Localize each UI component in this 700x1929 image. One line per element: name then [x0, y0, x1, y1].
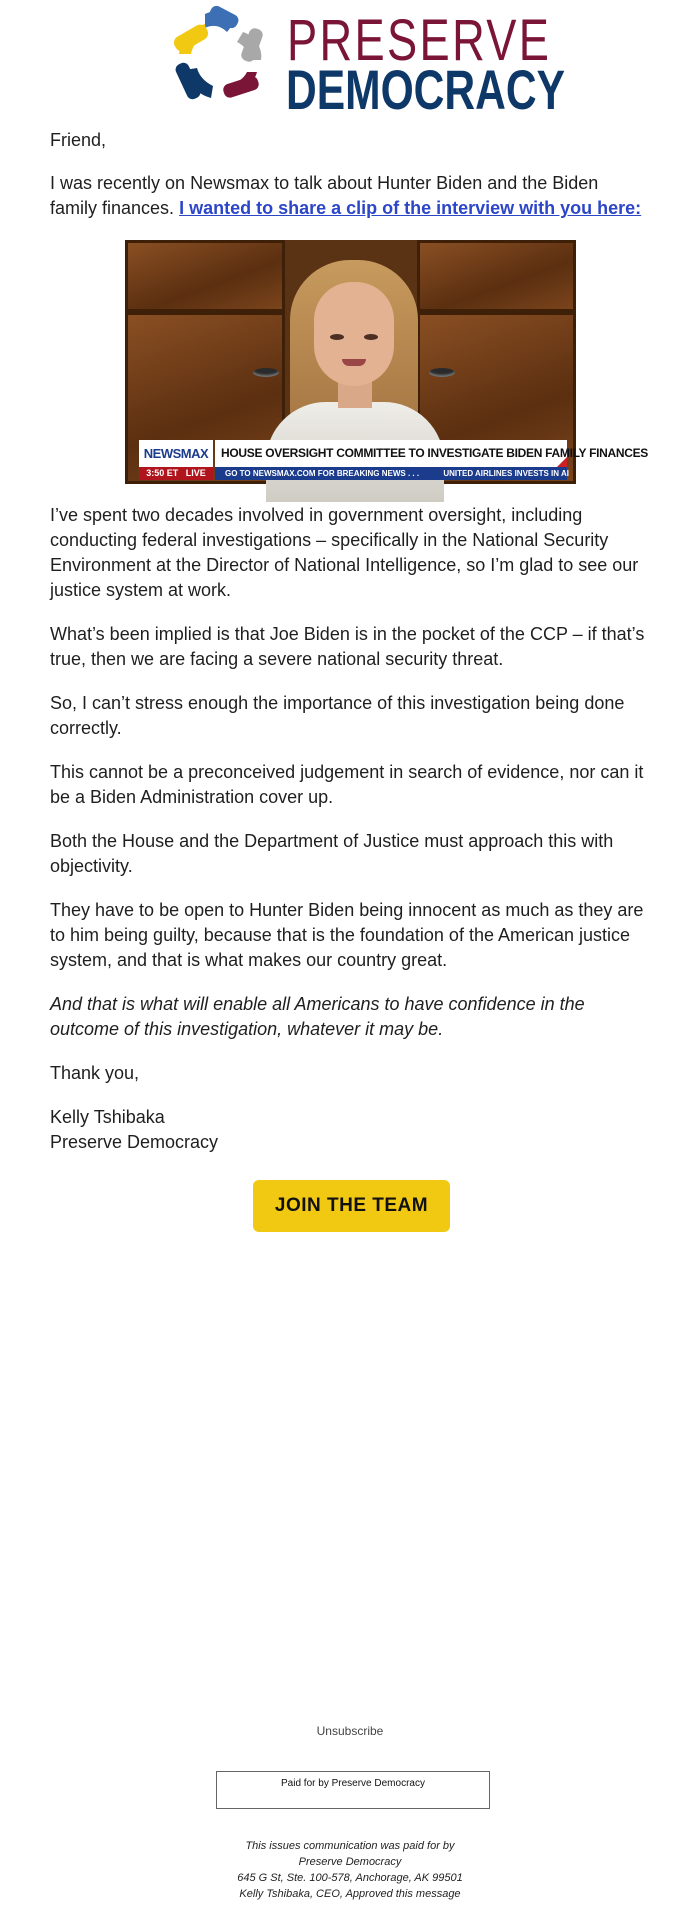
logo-wordmark-democracy: DEMOCRACY	[286, 58, 566, 121]
news-headline-text: HOUSE OVERSIGHT COMMITTEE TO INVESTIGATE BIDEN FAMILY FINANCES	[221, 446, 649, 460]
disclaimer-line: Preserve Democracy	[298, 1856, 402, 1868]
disclaimer-line: This issues communication was paid for by	[245, 1840, 455, 1852]
email-body	[50, 128, 650, 1155]
signature-name: Kelly Tshibaka	[50, 1107, 165, 1127]
body-paragraph: Both the House and the Department of Justice must approach this with objectivity.	[50, 831, 614, 876]
interview-video-thumbnail[interactable]	[125, 240, 649, 484]
ticker-item: GO TO NEWSMAX.COM FOR BREAKING NEWS . . .	[225, 469, 420, 478]
paid-for-box	[216, 1771, 490, 1809]
news-ticker	[215, 467, 567, 480]
ticker-item: UNITED AIRLINES INVESTS IN AI	[443, 469, 569, 478]
unsubscribe-link[interactable]: Unsubscribe	[316, 1724, 384, 1738]
body-paragraph: What’s been implied is that Joe Biden is in the pocket of the CCP – if that’s true, then we are facing a severe national security threat.	[50, 624, 645, 669]
logo-wordmark-preserve: PRESERVE	[287, 8, 552, 73]
body-paragraph: I’ve spent two decades involved in government oversight, including conducting federal investigations – specifically in the National Security Environment at the Director of National Intelligence, so I’m glad to see our justice system at work.	[50, 505, 639, 600]
body-paragraph: This cannot be a preconceived judgement in search of evidence, nor can it be a Biden Administration cover up.	[50, 762, 644, 807]
thank-you: Thank you,	[50, 1063, 140, 1083]
intro-text: I was recently on Newsmax to talk about Hunter Biden and the Biden family finances.	[50, 173, 599, 218]
broadcast-time	[139, 467, 213, 480]
interview-clip-link[interactable]: I wanted to share a clip of the interview with you here:	[179, 198, 642, 218]
disclaimer-line: 645 G St, Ste. 100-578, Anchorage, AK 99501	[237, 1872, 463, 1884]
broadcast-time-text: 3:50 ET	[146, 468, 179, 478]
body-paragraph: So, I can’t stress enough the importance of this investigation being done correctly.	[50, 693, 625, 738]
newsmax-logo: NEWSMAX	[139, 440, 213, 467]
live-label: LIVE	[185, 468, 206, 478]
greeting: Friend,	[50, 130, 107, 150]
body-paragraph: They have to be open to Hunter Biden being innocent as much as they are to him being guilty, because that is the foundation of the American justice system, and that is what makes our country great.	[50, 900, 644, 970]
intro-paragraph	[50, 171, 650, 221]
disclaimer-line: Kelly Tshibaka, CEO, Approved this message	[239, 1888, 461, 1900]
news-headline	[215, 440, 649, 467]
legal-disclaimer	[0, 1838, 700, 1902]
signature-org: Preserve Democracy	[50, 1132, 219, 1152]
hands-circle-icon	[165, 6, 283, 116]
news-lower-third	[139, 440, 649, 484]
signature	[50, 1105, 650, 1155]
preserve-democracy-logo[interactable]	[165, 6, 566, 121]
join-the-team-button[interactable]: JOIN THE TEAM	[253, 1180, 450, 1232]
paid-for-text: Paid for by Preserve Democracy	[281, 1778, 425, 1789]
closing-italic-paragraph: And that is what will enable all Americans to have confidence in the outcome of this investigation, whatever it may be.	[50, 994, 585, 1039]
